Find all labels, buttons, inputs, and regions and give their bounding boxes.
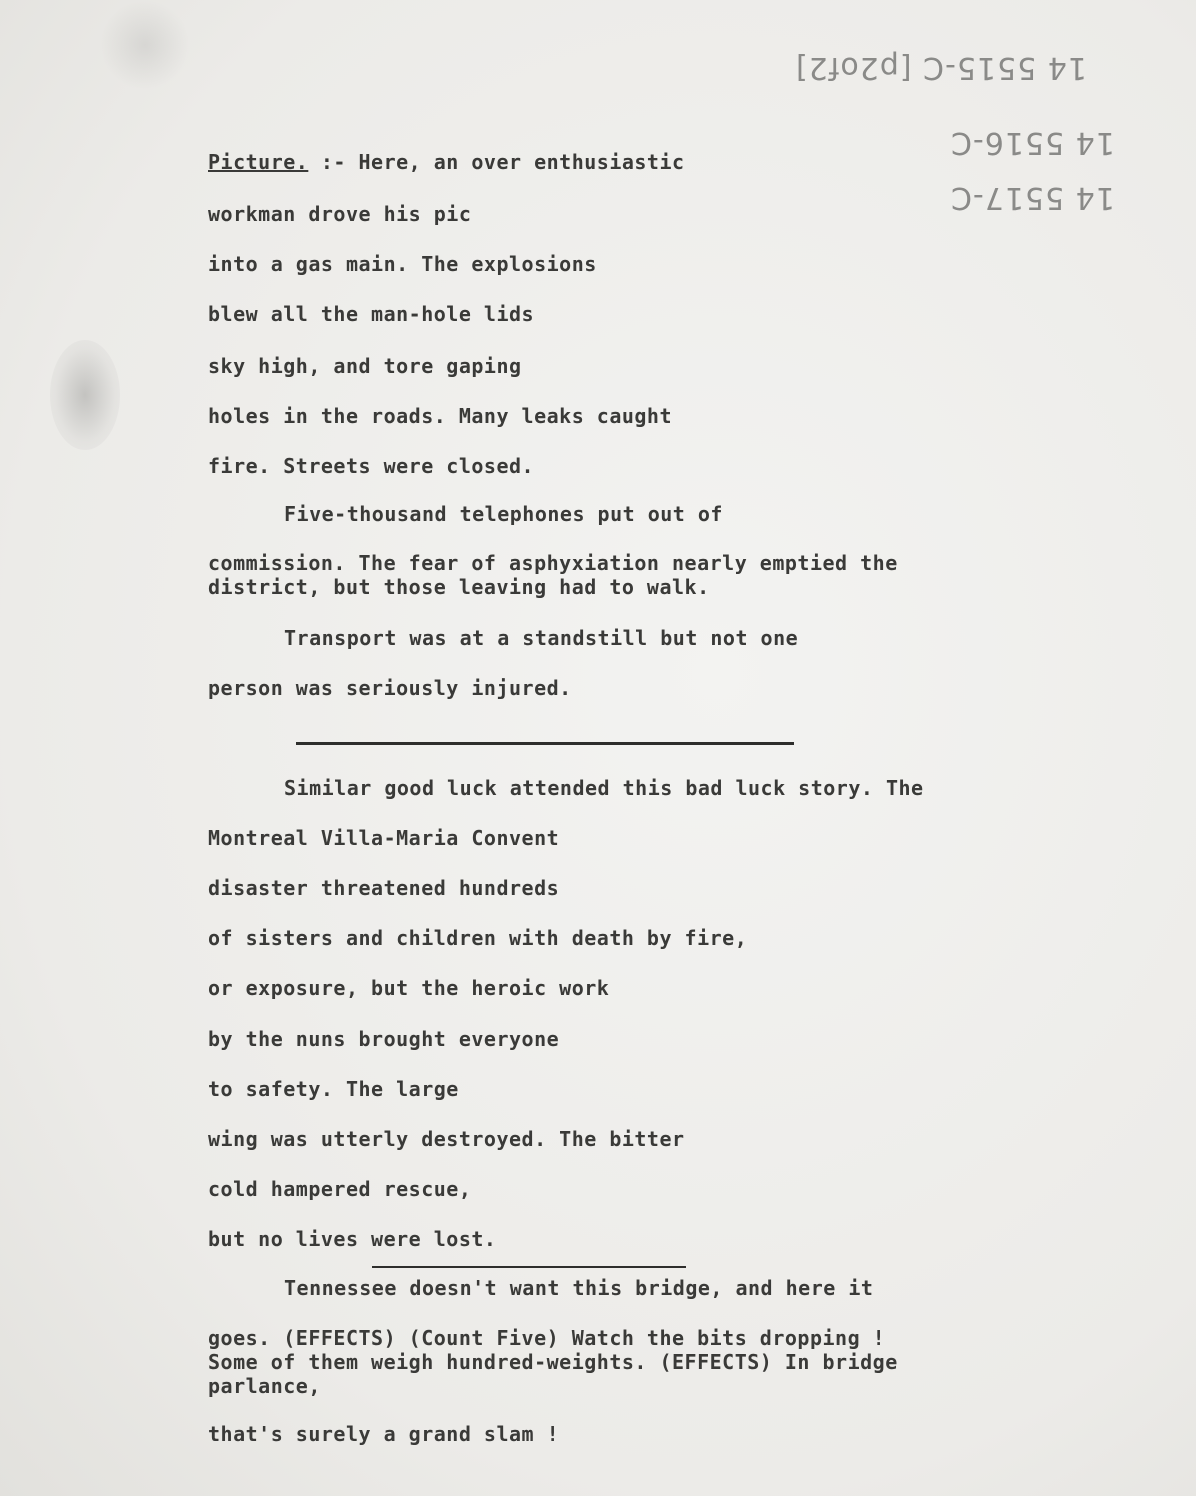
paragraph-4-line-7: to safety. The large: [208, 1077, 459, 1101]
paragraph-1-line-4: blew all the man-hole lids: [208, 302, 535, 326]
separator-rule: [296, 742, 794, 745]
paragraph-2-line-1: Five-thousand telephones put out of: [284, 502, 723, 526]
paragraph-4-line-8: wing was utterly destroyed. The bitter: [208, 1127, 685, 1151]
annotation-line-2: 14 5516-C: [950, 125, 1115, 160]
paragraph-3-line-1: Transport was at a standstill but not one: [284, 626, 799, 650]
paragraph-1-line-6: holes in the roads. Many leaks caught: [208, 404, 673, 428]
paragraph-3-line-2: person was seriously injured.: [208, 676, 572, 700]
paragraph-1-line-1: [208, 150, 685, 174]
paragraph-1-line-1-text: :- Here, an over enthusiastic: [308, 150, 685, 174]
paragraph-4-line-10: but no lives were lost.: [208, 1227, 497, 1251]
annotation-line-3: 14 5517-C: [950, 180, 1115, 215]
paragraph-5-line-2: goes. (EFFECTS) (Count Five) Watch the bits dropping !: [208, 1326, 886, 1350]
paragraph-1-line-2: workman drove his pic: [208, 202, 472, 226]
paragraph-5-line-5: that's surely a grand slam !: [208, 1422, 560, 1446]
picture-label: Picture.: [208, 150, 309, 174]
paragraph-4-line-5: or exposure, but the heroic work: [208, 976, 610, 1000]
paragraph-4-line-6: by the nuns brought everyone: [208, 1027, 560, 1051]
annotation-line-1: 14 5515-C [p2of2]: [795, 50, 1087, 85]
paragraph-2-line-2: commission. The fear of asphyxiation nearly emptied the: [208, 551, 898, 575]
paragraph-5-line-4: parlance,: [208, 1374, 321, 1398]
paragraph-4-line-2: Montreal Villa-Maria Convent: [208, 826, 560, 850]
paragraph-4-line-4: of sisters and children with death by fire,: [208, 926, 748, 950]
paragraph-1-line-3: into a gas main. The explosions: [208, 252, 597, 276]
thumbprint-smudge: [50, 340, 120, 450]
paragraph-4-line-9: cold hampered rescue,: [208, 1177, 472, 1201]
paragraph-5-line-3: Some of them weigh hundred-weights. (EFFECTS) In bridge: [208, 1350, 898, 1374]
paragraph-1-line-5: sky high, and tore gaping: [208, 354, 522, 378]
short-rule: [372, 1266, 686, 1268]
paragraph-2-line-3: district, but those leaving had to walk.: [208, 575, 710, 599]
corner-smudge: [100, 0, 190, 90]
paragraph-1-line-7: fire. Streets were closed.: [208, 454, 535, 478]
paragraph-5-line-1: Tennessee doesn't want this bridge, and here it: [284, 1276, 874, 1300]
paragraph-4-line-3: disaster threatened hundreds: [208, 876, 560, 900]
paragraph-4-line-1: Similar good luck attended this bad luck story. The: [284, 776, 924, 800]
